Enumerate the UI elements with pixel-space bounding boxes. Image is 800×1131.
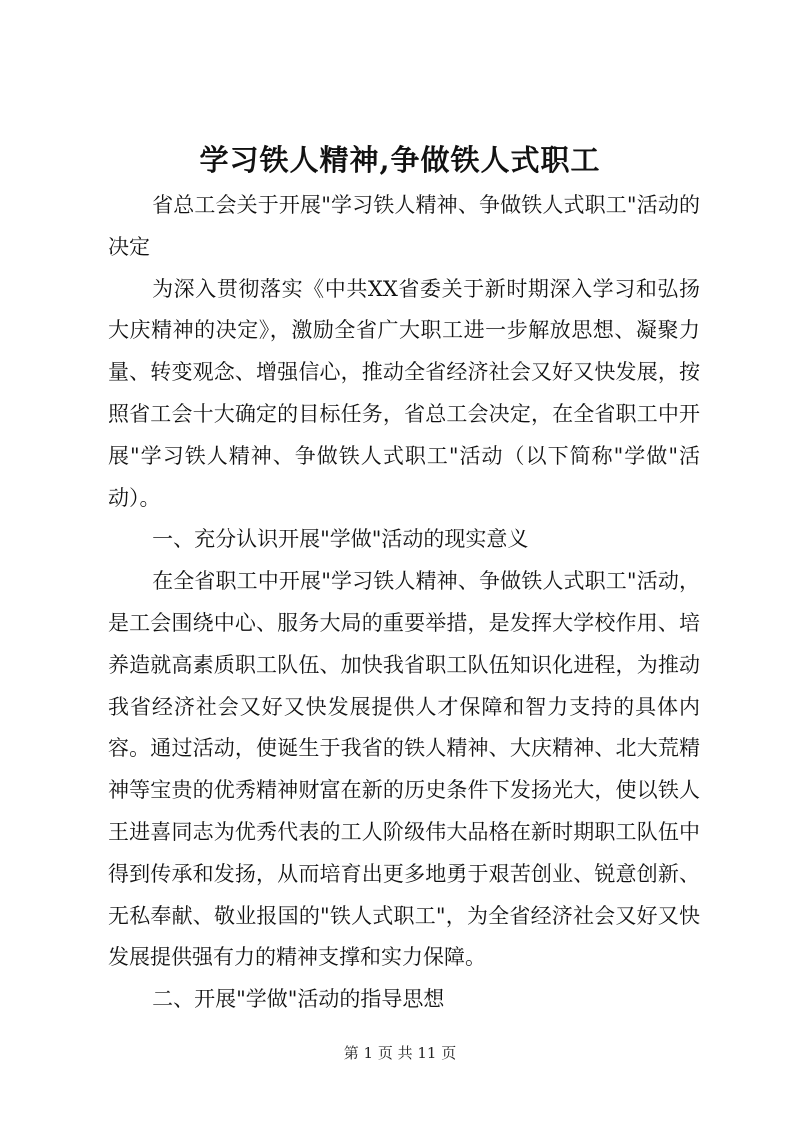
paragraph-significance: 在全省职工中开展"学习铁人精神、争做铁人式职工"活动，是工会围绕中心、服务大局的重要举措，是发挥大学校作用、培养造就高素质职工队伍、加快我省职工队伍知识化进程，为推动我省经济社会又好又快发展提供人才保障和智力支持的具体内容。通过活动，使诞生于我省的铁人精神、大庆精神、北大荒精神等宝贵的优秀精神财富在新的历史条件下发扬光大，使以铁人王进喜同志为优秀代表的工人阶级伟大品格在新时期职工队伍中得到传承和发扬，从而培育出更多地勇于艰苦创业、锐意创新、无私奉献、敬业报国的"铁人式职工"，为全省经济社会又好又快发展提供强有力的精神支撑和实力保障。 bbox=[108, 569, 700, 970]
page-number-footer: 第 1 页 共 11 页 bbox=[343, 1044, 457, 1062]
paragraph-introduction: 为深入贯彻落实《中共XX省委关于新时期深入学习和弘扬大庆精神的决定》，激励全省广大职工进一步解放思想、凝聚力量、转变观念、增强信心，推动全省经济社会又好又快发展，按照省工会十大确定的目标任务，省总工会决定，在全省职工中开展"学习铁人精神、争做铁人式职工"活动（以下简称"学做"活动）。 bbox=[108, 276, 700, 510]
section-heading-guiding-ideology: 二、开展"学做"活动的指导思想 bbox=[152, 987, 445, 1012]
section-heading-significance: 一、充分认识开展"学做"活动的现实意义 bbox=[152, 527, 529, 552]
paragraph-notice-heading: 省总工会关于开展"学习铁人精神、争做铁人式职工"活动的决定 bbox=[108, 193, 700, 259]
document-title: 学习铁人精神,争做铁人式职工 bbox=[199, 143, 601, 177]
document-body bbox=[108, 185, 700, 1021]
